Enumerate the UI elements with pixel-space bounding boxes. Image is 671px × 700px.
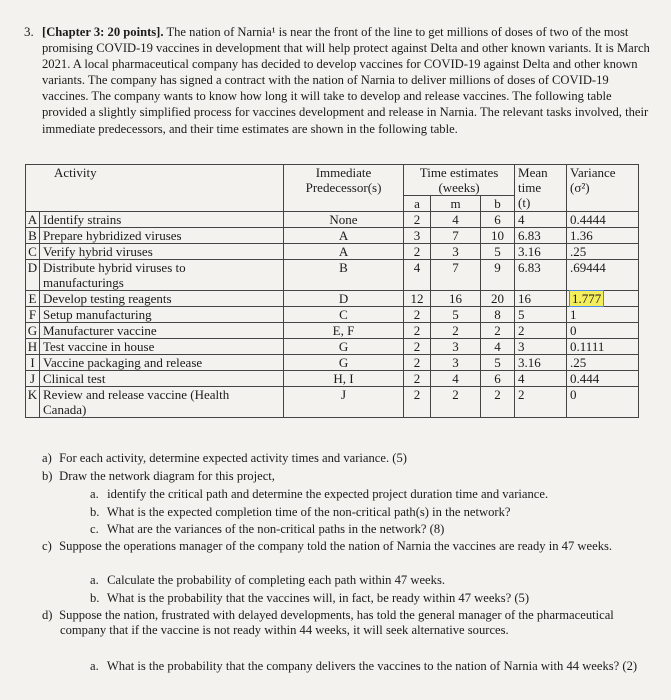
table-row — [26, 291, 639, 307]
activity-name: Vaccine packaging and release — [40, 355, 284, 371]
activity-m: 4 — [431, 212, 481, 228]
table-row — [26, 260, 639, 291]
activity-variance: .25 — [567, 355, 639, 371]
activity-mean: 4 — [515, 371, 567, 387]
table-row — [26, 307, 639, 323]
activity-b: 20 — [481, 291, 515, 307]
activity-mean: 3.16 — [515, 355, 567, 371]
part-b-c-label: c. — [90, 522, 99, 536]
activity-mean: 2 — [515, 387, 567, 418]
header-activity: Activity — [54, 165, 97, 180]
part-c-text: Suppose the operations manager of the company told the nation of Narnia the vaccines are ready in 47 weeks. — [59, 539, 613, 553]
activity-mean: 4 — [515, 212, 567, 228]
part-b-a — [90, 487, 650, 502]
header-time-l2: (weeks) — [438, 180, 480, 195]
header-variance-l2: (σ²) — [570, 180, 590, 195]
activity-m: 5 — [431, 307, 481, 323]
part-b — [42, 469, 652, 484]
activity-mean: 5 — [515, 307, 567, 323]
activity-m: 16 — [431, 291, 481, 307]
activity-name: Verify hybrid viruses — [40, 244, 284, 260]
activity-predecessor: E, F — [284, 323, 404, 339]
activity-variance: 0.444 — [567, 371, 639, 387]
part-c-b — [90, 591, 650, 606]
part-b-label: b) — [42, 469, 53, 483]
activity-id: D — [26, 260, 40, 291]
activity-b: 5 — [481, 244, 515, 260]
header-m: m — [431, 196, 481, 212]
activity-predecessor: A — [284, 244, 404, 260]
activity-variance: .25 — [567, 244, 639, 260]
activity-id: F — [26, 307, 40, 323]
part-b-b-text: What is the expected completion time of the non-critical path(s) in the network? — [106, 505, 511, 519]
activity-mean: 2 — [515, 323, 567, 339]
activity-a: 2 — [404, 387, 431, 418]
part-b-c — [90, 522, 650, 537]
part-c-b-text: What is the probability that the vaccines will, in fact, be ready within 47 weeks? (5) — [106, 591, 530, 605]
header-a: a — [404, 196, 431, 212]
highlighted-variance: 1.777 — [572, 291, 602, 306]
activity-variance: 0.4444 — [567, 212, 639, 228]
activity-m: 3 — [431, 244, 481, 260]
header-mean-l2: time — [518, 180, 542, 195]
activity-name: Clinical test — [40, 371, 284, 387]
activity-name: Identify strains — [40, 212, 284, 228]
activity-id: B — [26, 228, 40, 244]
activity-mean: 6.83 — [515, 228, 567, 244]
activity-variance: .69444 — [567, 260, 639, 291]
activity-m: 7 — [431, 260, 481, 291]
activity-mean: 3 — [515, 339, 567, 355]
activity-a: 2 — [404, 371, 431, 387]
activity-name-cont: Canada) — [43, 402, 87, 417]
activity-predecessor: A — [284, 228, 404, 244]
part-b-b-label: b. — [90, 505, 100, 519]
activity-b: 9 — [481, 260, 515, 291]
activity-b: 6 — [481, 371, 515, 387]
activity-predecessor: J — [284, 387, 404, 418]
activity-name-cell — [40, 387, 284, 418]
table-row — [26, 371, 639, 387]
part-a — [42, 451, 652, 466]
activity-mean: 3.16 — [515, 244, 567, 260]
header-mean-l3: (t) — [518, 195, 531, 210]
part-b-a-text: identify the critical path and determine the expected project duration time and variance. — [107, 487, 549, 501]
part-c-a-text: Calculate the probability of completing each path within 47 weeks. — [107, 573, 445, 587]
activity-predecessor: None — [284, 212, 404, 228]
activity-id: H — [26, 339, 40, 355]
activity-variance-cell — [567, 291, 639, 307]
activity-b: 8 — [481, 307, 515, 323]
part-c-label: c) — [42, 539, 52, 553]
activity-m: 7 — [431, 228, 481, 244]
activity-predecessor: G — [284, 355, 404, 371]
activity-name: Test vaccine in house — [40, 339, 284, 355]
table-row — [26, 244, 639, 260]
table-row — [26, 355, 639, 371]
activity-variance: 1.36 — [567, 228, 639, 244]
activity-b: 2 — [481, 387, 515, 418]
part-d-a-label: a. — [90, 659, 99, 673]
activity-b: 2 — [481, 323, 515, 339]
table-row — [26, 387, 639, 418]
activity-predecessor: C — [284, 307, 404, 323]
part-a-text: For each activity, determine expected activity times and variance. (5) — [59, 451, 407, 465]
activity-m: 2 — [431, 323, 481, 339]
activity-mean: 6.83 — [515, 260, 567, 291]
activity-a: 2 — [404, 323, 431, 339]
activity-b: 4 — [481, 339, 515, 355]
activity-a: 2 — [404, 339, 431, 355]
activity-name-cont: manufacturings — [43, 275, 124, 290]
part-b-c-text: What are the variances of the non-critical paths in the network? (8) — [106, 522, 445, 536]
activity-a: 4 — [404, 260, 431, 291]
activity-m: 3 — [431, 339, 481, 355]
table-header-row — [26, 165, 639, 196]
activity-variance: 0 — [567, 323, 639, 339]
activity-name: Manufacturer vaccine — [40, 323, 284, 339]
part-d-label: d) — [42, 608, 53, 622]
header-variance-l1: Variance — [570, 165, 616, 180]
activity-mean: 16 — [515, 291, 567, 307]
activity-variance: 0 — [567, 387, 639, 418]
activity-variance: 1 — [567, 307, 639, 323]
activity-predecessor: H, I — [284, 371, 404, 387]
table-row — [26, 339, 639, 355]
activity-id: J — [26, 371, 40, 387]
activity-name: Review and release vaccine (Health — [43, 387, 230, 402]
activity-predecessor: B — [284, 260, 404, 291]
part-a-label: a) — [42, 451, 52, 465]
activity-id: K — [26, 387, 40, 418]
table-row — [26, 228, 639, 244]
activity-name: Prepare hybridized viruses — [40, 228, 284, 244]
header-predecessor-l1: Immediate — [315, 165, 372, 180]
header-predecessor-l2: Predecessor(s) — [305, 180, 382, 195]
activity-a: 12 — [404, 291, 431, 307]
activity-name-cell — [40, 260, 284, 291]
activity-a: 3 — [404, 228, 431, 244]
part-c — [42, 539, 620, 554]
activity-a: 2 — [404, 355, 431, 371]
part-b-text: Draw the network diagram for this project, — [59, 469, 275, 483]
question-intro — [42, 24, 652, 137]
activity-table — [25, 164, 639, 418]
part-b-a-label: a. — [90, 487, 99, 501]
part-c-b-label: b. — [90, 591, 100, 605]
intro-text: The nation of Narnia¹ is near the front of the line to get millions of doses of two of the most promising COVID-19 vaccines in development that will help protect against Delta and other known variants. It is March 2021. A local pharmaceutical company has decided to develop vaccines for COVID-19 against Delta and other known variants. The company has signed a contract with the nation of Narnia to deliver millions of doses of COVID-19 vaccines. The company wants to know how long it will take to develop and release vaccines. The following table provided a slightly simplified process for vaccines development and release in Narnia. The relevant tasks involved, their immediate predecessors, and their time estimates are shown in the following table. — [42, 25, 650, 136]
activity-m: 4 — [431, 371, 481, 387]
activity-variance: 0.1111 — [567, 339, 639, 355]
table-row — [26, 323, 639, 339]
activity-predecessor: G — [284, 339, 404, 355]
activity-m: 2 — [431, 387, 481, 418]
question-number: 3. — [24, 24, 34, 39]
part-c-a-label: a. — [90, 573, 99, 587]
activity-id: G — [26, 323, 40, 339]
activity-b: 6 — [481, 212, 515, 228]
part-b-b — [90, 505, 650, 520]
part-d-a — [90, 659, 638, 674]
part-d-text: Suppose the nation, frustrated with delayed developments, has told the general manager of the pharmaceutical company that if the vaccine is not ready within 44 weeks, it will seek alternative sources. — [59, 608, 614, 637]
activity-m: 3 — [431, 355, 481, 371]
activity-name: Setup manufacturing — [40, 307, 284, 323]
activity-id: E — [26, 291, 40, 307]
part-c-a — [90, 573, 650, 588]
activity-id: C — [26, 244, 40, 260]
activity-predecessor: D — [284, 291, 404, 307]
chapter-label: [Chapter 3: 20 points]. — [42, 25, 164, 39]
activity-name: Develop testing reagents — [40, 291, 284, 307]
part-d — [42, 608, 640, 637]
activity-name: Distribute hybrid viruses to — [43, 260, 186, 275]
activity-id: I — [26, 355, 40, 371]
header-b: b — [481, 196, 515, 212]
table-row — [26, 212, 639, 228]
activity-b: 5 — [481, 355, 515, 371]
activity-a: 2 — [404, 244, 431, 260]
header-time-l1: Time estimates — [419, 165, 499, 180]
header-mean-l1: Mean — [518, 165, 548, 180]
activity-a: 2 — [404, 307, 431, 323]
activity-id: A — [26, 212, 40, 228]
part-d-a-text: What is the probability that the company delivers the vaccines to the nation of Narnia with 44 weeks? (2) — [106, 659, 638, 673]
activity-a: 2 — [404, 212, 431, 228]
activity-b: 10 — [481, 228, 515, 244]
